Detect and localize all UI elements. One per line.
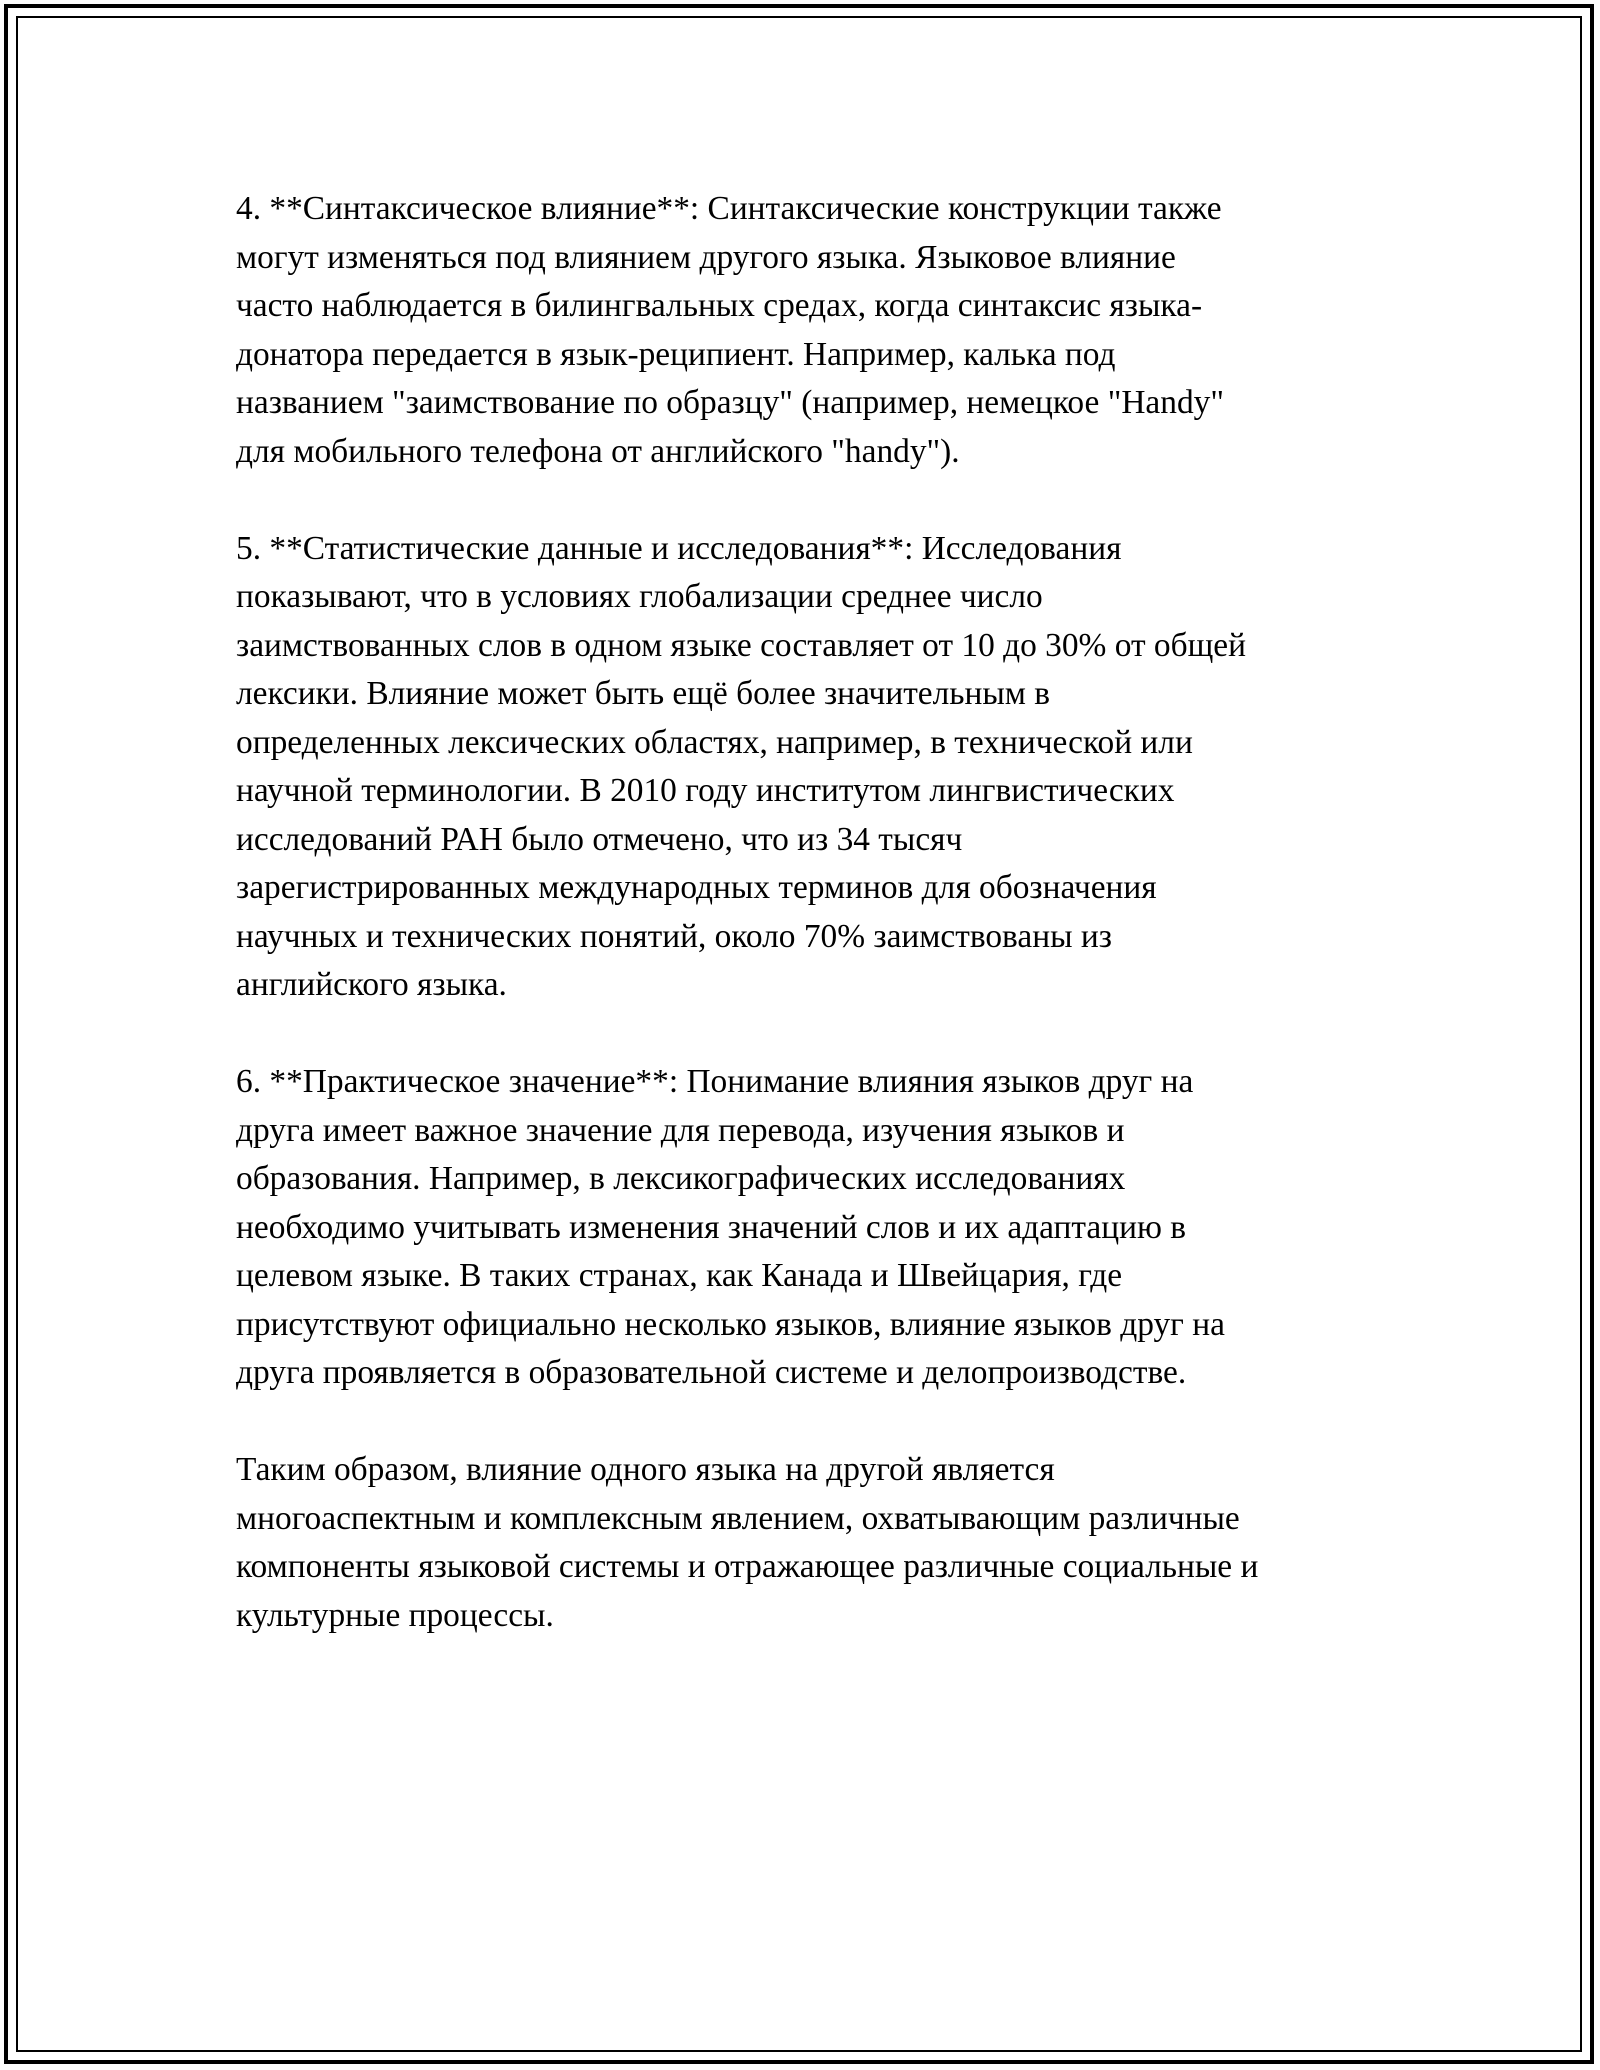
text-line: названием "заимствование по образцу" (например, немецкое "Handy" (236, 384, 1224, 421)
paragraph-syntactic-influence (236, 185, 1386, 476)
text-line: Таким образом, влияние одного языка на другой является (236, 1451, 1055, 1488)
text-line: друга имеет важное значение для перевода, изучения языков и (236, 1111, 1125, 1149)
text-line: культурные процессы. (236, 1596, 554, 1634)
text-line: присутствуют официально несколько языков, влияние языков друг на (236, 1305, 1225, 1343)
text-line: образования. Например, в лексикографических исследованиях (236, 1160, 1126, 1197)
text-line: 4. **Синтаксическое влияние**: Синтаксические конструкции также (236, 190, 1222, 227)
text-line: компоненты языковой системы и отражающее различные социальные и (236, 1548, 1259, 1585)
text-line: могут изменяться под влиянием другого языка. Языковое влияние (236, 238, 1176, 276)
paragraph-practical-significance (236, 1058, 1386, 1398)
text-line: часто наблюдается в билингвальных средах, когда синтаксис языка- (236, 287, 1203, 324)
text-line: научных и технических понятий, около 70% заимствованы из (236, 917, 1112, 955)
document-body (236, 185, 1386, 1689)
text-line: целевом языке. В таких странах, как Канада и Швейцария, где (236, 1257, 1123, 1294)
text-line: английского языка. (236, 966, 507, 1003)
text-line: 5. **Статистические данные и исследования**: Исследования (236, 529, 1122, 567)
text-line: показывают, что в условиях глобализации среднее число (236, 578, 1043, 615)
paragraph-conclusion (236, 1446, 1386, 1640)
text-line: лексики. Влияние может быть ещё более значительным в (236, 675, 1051, 712)
text-line: друга проявляется в образовательной системе и делопроизводстве. (236, 1354, 1187, 1391)
text-line: для мобильного телефона от английского "handy"). (236, 432, 960, 470)
text-line: 6. **Практическое значение**: Понимание влияния языков друг на (236, 1063, 1194, 1100)
text-line: донатора передается в язык-реципиент. Например, калька под (236, 335, 1116, 373)
text-line: необходимо учитывать изменения значений слов и их адаптацию в (236, 1208, 1187, 1246)
text-line: исследований РАН было отмечено, что из 34 тысяч (236, 820, 963, 858)
text-line: научной терминологии. В 2010 году институтом лингвистических (236, 772, 1175, 809)
text-line: заимствованных слов в одном языке составляет от 10 до 30% от общей (236, 626, 1246, 664)
text-line: многоаспектным и комплексным явлением, охватывающим различные (236, 1499, 1240, 1537)
text-line: определенных лексических областях, например, в технической или (236, 723, 1193, 761)
text-line: зарегистрированных международных терминов для обозначения (236, 869, 1157, 906)
paragraph-statistics-research (236, 525, 1386, 1010)
